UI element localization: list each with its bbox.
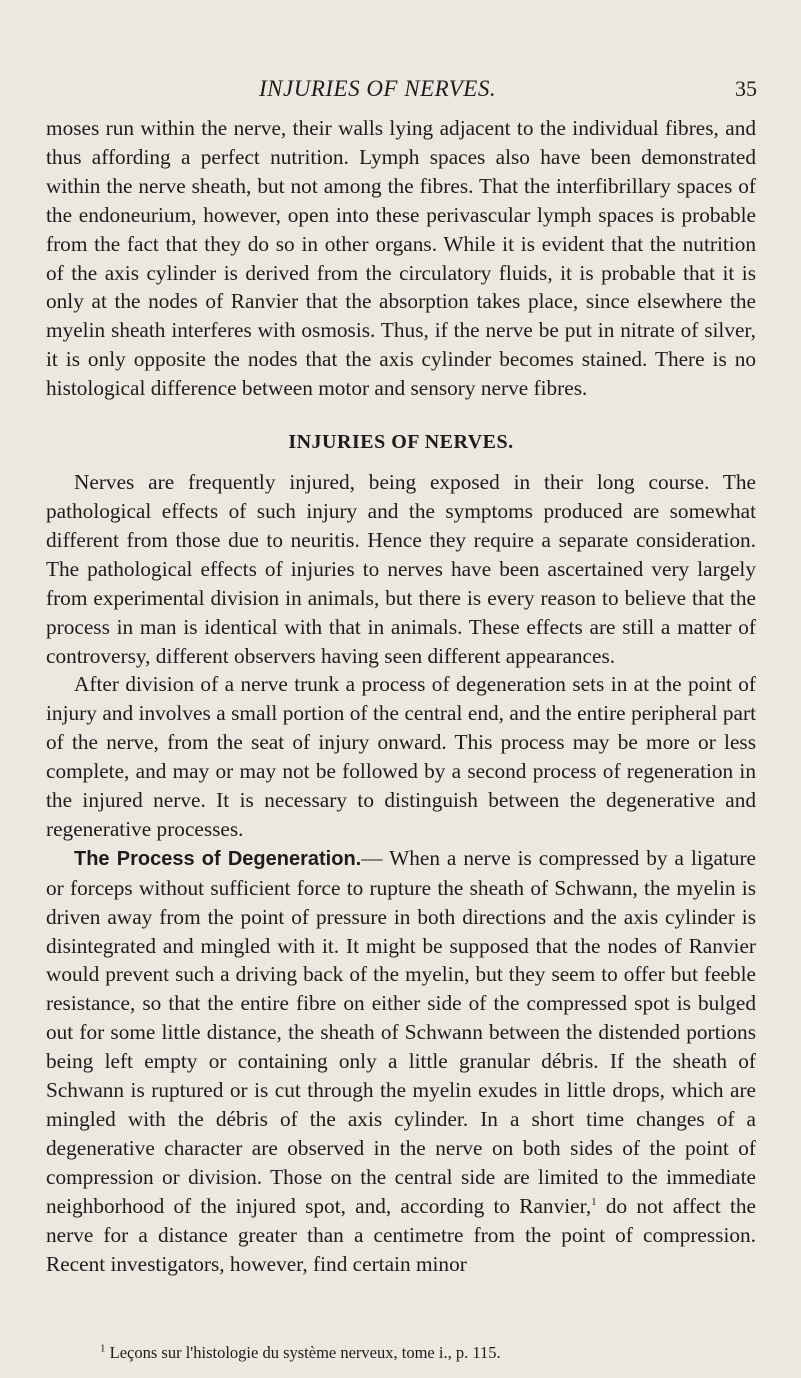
continued-paragraph: moses run within the nerve, their walls lying adjacent to the individual fibres, and thus affording a perfect nutrition. Lymph spaces also have been demonstrated within the nerve sheath, but not among the fibres. That the interfibrillary spaces of the endoneurium, however, open into these perivascular lymph spaces is probable from the fact that they do so in other organs. While it is evident that the nutrition of the axis cylinder is derived from the circulatory fluids, it is probable that it is only at the nodes of Ranvier that the absorption takes place, since elsewhere the myelin sheath interferes with osmosis. Thus, if the nerve be put in nitrate of silver, it is only opposite the nodes that the axis cylinder becomes stained. There is no histological difference between motor and sensory nerve fibres. [46, 116, 756, 401]
degeneration-text: — When a nerve is compressed by a ligature or forceps without sufficient force to rupture the sheath of Schwann, the myelin is driven away from the point of pressure in both directions and the axis cylinder is disintegrated and mingled with it. It might be supposed that the nodes of Ranvier would prevent such a driving back of the myelin, but they seem to offer but feeble resistance, so that the entire fibre on either side of the compressed spot is bulged out for some little distance, the sheath of Schwann between the distended portions being left empty or containing only a little granular débris. If the sheath of Schwann is ruptured or is cut through the myelin exudes in little drops, which are mingled with the débris of the axis cylinder. In a short time changes of a degenerative character are observed in the nerve on both sides of the point of compression or division. Those on the central side are limited to the immediate neighborhood of the injured spot, and, according to Ranvier, [46, 845, 757, 1218]
run-in-heading: The Process of Degeneration. [74, 847, 362, 870]
footnote [100, 1343, 501, 1363]
footnote-marker: 1 [100, 1342, 106, 1355]
body-text [46, 114, 756, 1278]
degeneration-text-continued: do not affect the nerve for a distance greater than a centimetre from the point of compression. Recent investigators, however, find certain minor [46, 1193, 756, 1276]
page-number: 35 [735, 76, 757, 101]
paragraph-injuries-intro: Nerves are frequently injured, being exposed in their long course. The pathological effects of such injury and the symptoms produced are somewhat different from those due to neuritis. Hence they require a separate consideration. The pathological effects of injuries to nerves have been ascertained very largely from experimental division in animals, but there is every reason to believe that the process in man is identical with that in animals. These effects are still a matter of controversy, different observers having seen different appearances. [46, 470, 756, 668]
paragraph-degeneration [46, 844, 756, 1279]
paragraph-division: After division of a nerve trunk a process of degeneration sets in at the point of injury and involves a small portion of the central end, and the entire peripheral part of the nerve, from the seat of injury onward. This process may be more or less complete, and may or may not be followed by a second process of regeneration in the injured nerve. It is necessary to distinguish between the degenerative and regenerative processes. [46, 672, 756, 841]
section-heading: INJURIES OF NERVES. [288, 431, 514, 454]
footnote-reference: 1 [591, 1195, 597, 1208]
running-head: INJURIES OF NERVES. [259, 76, 497, 101]
footnote-text: Leçons sur l'histologie du système nerveux, tome i., p. 115. [105, 1343, 501, 1362]
